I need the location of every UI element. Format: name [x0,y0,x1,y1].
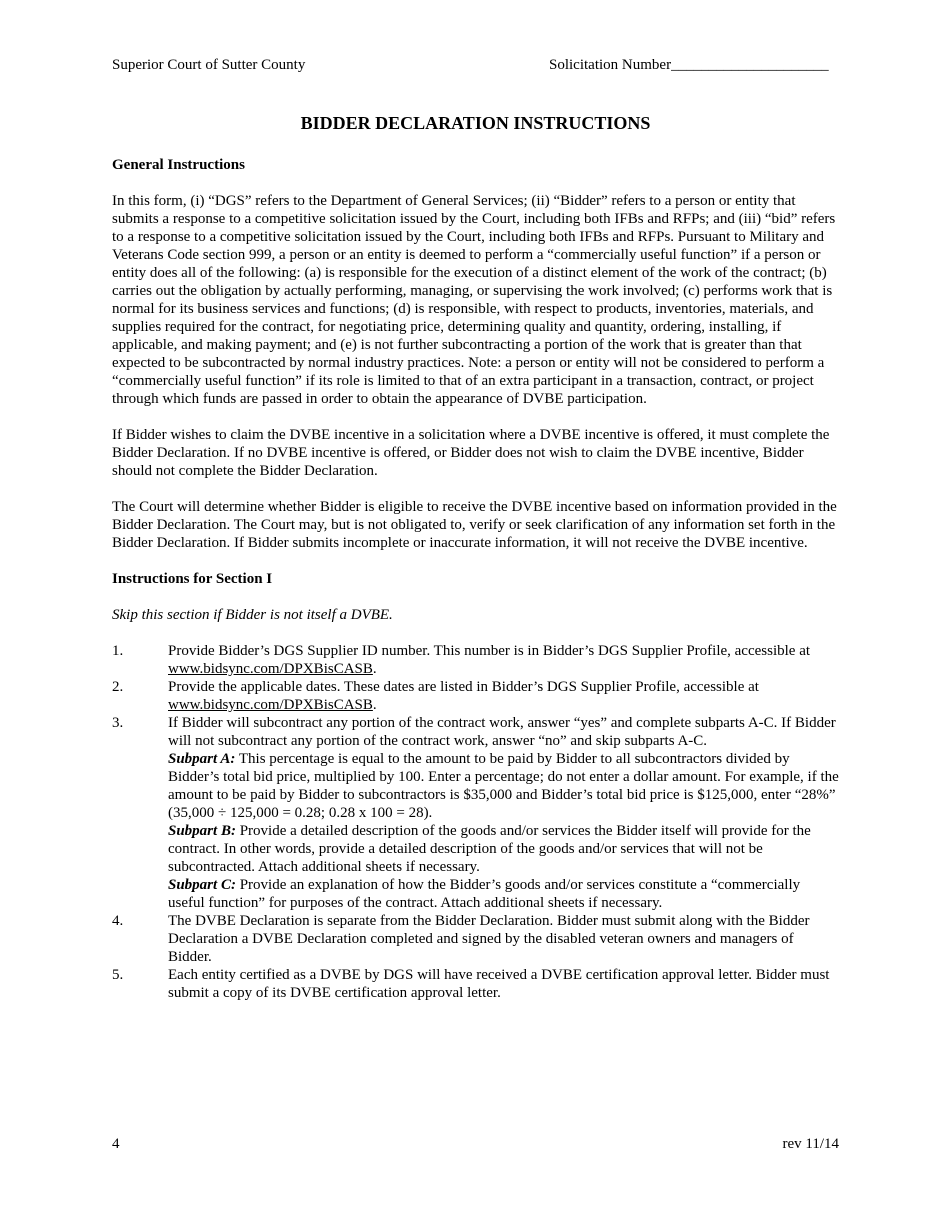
bidsync-link[interactable]: www.bidsync.com/DPXBisCASB [168,697,373,713]
bidsync-link[interactable]: www.bidsync.com/DPXBisCASB [168,661,373,677]
revision-label: rev 11/14 [782,1136,839,1152]
list-item: 3. If Bidder will subcontract any portion of the contract work, answer “yes” and complete subparts A-C. If Bidder will not subcontract any portion of the contract work, answer “no” and skip subparts A-C. Subpart A: This percentage is equal to the amount to be paid by Bidder to all subcontractors divided by Bidder’s total bid price, multiplied by 100. Enter a percentage; do not enter a dollar amount. For example, if the amount to be paid by Bidder to subcontractors is $35,000 and Bidder’s total bid price is $125,000, enter “28%” (35,000 ÷ 125,000 = 0.28; 0.28 x 100 = 28). Subpart B: Provide a detailed description of the goods and/or services the Bidder itself will provide for the contract. In other words, provide a detailed description of the goods and/or services that will not be subcontracted. Attach additional sheets if necessary. Subpart C: Provide an explanation of how the Bidder’s goods and/or services constitute a “commercially useful function” for purposes of the contract. Attach additional sheets if necessary. [112,715,839,911]
general-paragraph-3: The Court will determine whether Bidder is eligible to receive the DVBE incentive based on information provided in the Bidder Declaration. The Court may, but is not obligated to, verify or seek clarification of any information set forth in the Bidder Declaration. If Bidder submits incomplete or inaccurate information, it will not receive the DVBE incentive. [112,499,837,551]
document-page [112,0,839,1230]
subpart-a: Subpart A: This percentage is equal to the amount to be paid by Bidder to all subcontractors divided by Bidder’s total bid price, multiplied by 100. Enter a percentage; do not enter a dollar amount. For example, if the amount to be paid by Bidder to subcontractors is $35,000 and Bidder’s total bid price is $125,000, enter “28%” (35,000 ÷ 125,000 = 0.28; 0.28 x 100 = 28). [168,751,839,821]
instruction-list [112,642,839,1002]
page-title: BIDDER DECLARATION INSTRUCTIONS [300,113,651,133]
general-paragraph-1: In this form, (i) “DGS” refers to the Department of General Services; (ii) “Bidder” refers to a person or entity that submits a response to a competitive solicitation issued by the Court, including both IFBs and RFPs; and (iii) “bid” refers to a response to a competitive solicitation issued by the Court, including both IFBs and RFPs. Pursuant to Military and Veterans Code section 999, a person or an entity is deemed to perform a “commercially useful function” if a person or entity does all of the following: (a) is responsible for the execution of a distinct element of the work of the contract; (b) carries out the obligation by actually performing, managing, or supervising the work involved; (c) performs work that is normal for its business services and functions; (d) is responsible, with respect to products, inventories, materials, and supplies required for the contract, for negotiating price, determining quality and quantity, ordering, installing, if applicable, and making payment; and (e) is not further subcontracting a portion of the work that is greater than that expected to be subcontracted by normal industry practices. Note: a person or entity will not be considered to perform a “commercially useful function” if its role is limited to that of an extra participant in a transaction, contract, or project through which funds are passed in order to obtain the appearance of DVBE participation. [112,193,836,407]
section1-heading: Instructions for Section I [112,571,273,587]
document-body [112,156,839,1002]
general-instructions-heading: General Instructions [112,157,245,173]
subpart-b: Subpart B: Provide a detailed description of the goods and/or services the Bidder itself will provide for the contract. In other words, provide a detailed description of the goods and/or services that will not be subcontracted. Attach additional sheets if necessary. [168,823,811,875]
list-item: 1. Provide Bidder’s DGS Supplier ID number. This number is in Bidder’s DGS Supplier Profile, accessible at www.bidsync.com/DPXBisCASB. [112,643,811,677]
list-item: 2. Provide the applicable dates. These dates are listed in Bidder’s DGS Supplier Profile, accessible at www.bidsync.com/DPXBisCASB. [112,679,759,713]
solicitation-number: Solicitation Number_____________________ [549,57,829,73]
list-item: 4. The DVBE Declaration is separate from the Bidder Declaration. Bidder must submit along with the Bidder Declaration a DVBE Declaration completed and signed by the disabled veteran owners and managers of Bidder. [112,913,810,965]
court-name: Superior Court of Sutter County [112,57,306,73]
page-number: 4 [112,1136,120,1152]
subpart-c: Subpart C: Provide an explanation of how the Bidder’s goods and/or services constitute a “commercially useful function” for purposes of the contract. Attach additional sheets if necessary. [168,877,801,911]
list-item: 5. Each entity certified as a DVBE by DGS will have received a DVBE certification approval letter. Bidder must submit a copy of its DVBE certification approval letter. [112,967,830,1001]
general-paragraph-2: If Bidder wishes to claim the DVBE incentive in a solicitation where a DVBE incentive is offered, it must complete the Bidder Declaration. If no DVBE incentive is offered, or Bidder does not wish to claim the DVBE incentive, Bidder should not complete the Bidder Declaration. [112,427,830,479]
section1-skip-note: Skip this section if Bidder is not itself a DVBE. [112,607,393,623]
